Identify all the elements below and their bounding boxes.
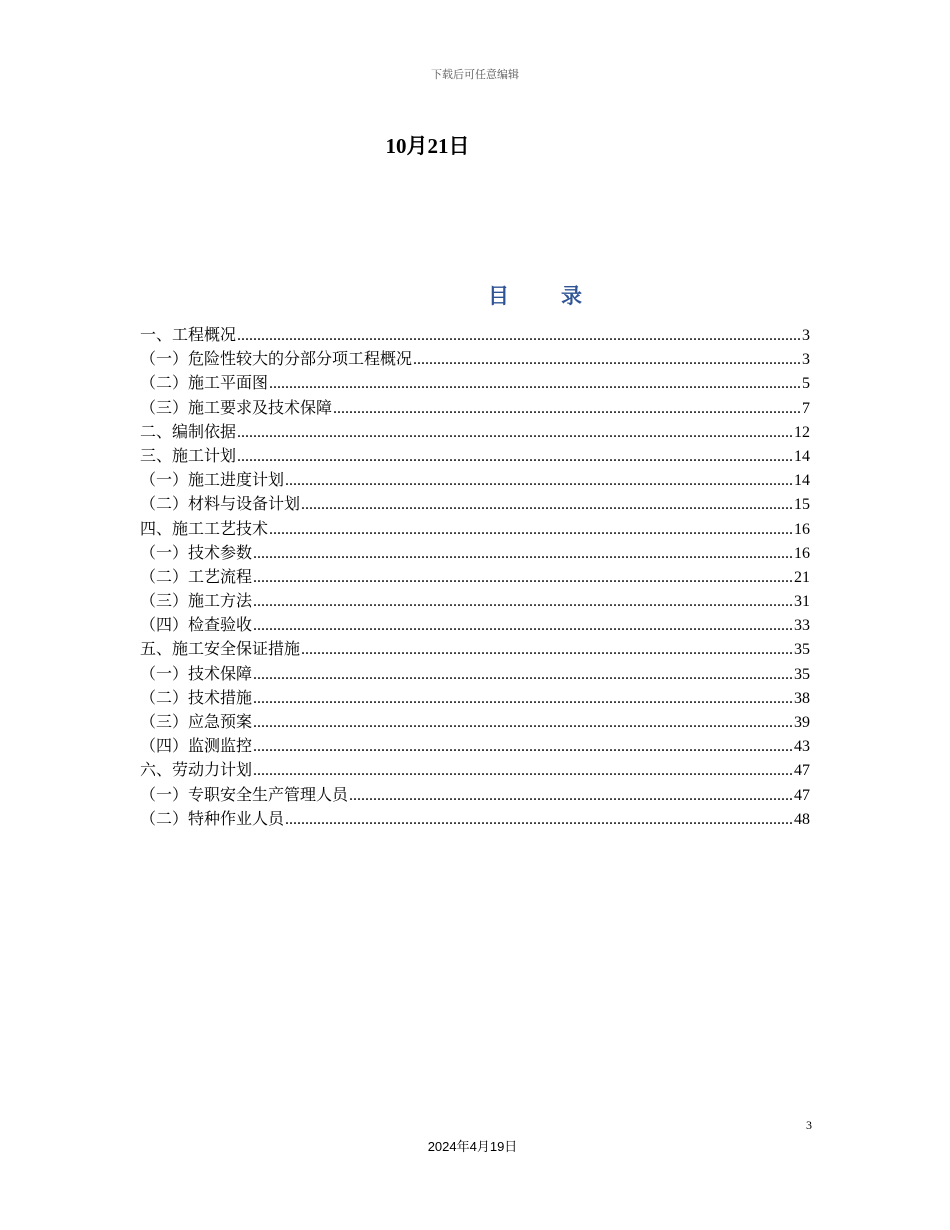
toc-entry-page: 16 — [794, 544, 810, 562]
header-note: 下载后可任意编辑 — [431, 69, 519, 81]
toc-entry-label: （二）工艺流程 — [140, 568, 253, 586]
toc-entry-label: 四、施工工艺技术 — [140, 520, 269, 538]
toc-entry[interactable] — [140, 687, 810, 711]
toc-entry-leader — [237, 324, 801, 348]
toc-entry-page: 21 — [794, 568, 810, 586]
toc-entry-label: （三）施工要求及技术保障 — [140, 399, 333, 417]
toc-entry-page: 16 — [794, 520, 810, 538]
toc-entry-label: （二）施工平面图 — [140, 375, 269, 393]
toc-entry[interactable] — [140, 784, 810, 808]
toc-entry-page: 33 — [794, 617, 810, 635]
toc-entry[interactable] — [140, 324, 810, 348]
toc-entry-leader — [253, 566, 793, 590]
toc-entry-page: 47 — [794, 786, 810, 804]
toc-entry-label: （一）技术保障 — [140, 665, 253, 683]
toc-entry[interactable] — [140, 590, 810, 614]
toc-entry[interactable] — [140, 469, 810, 493]
toc-entry[interactable] — [140, 638, 810, 662]
toc-entry-page: 31 — [794, 593, 810, 611]
toc-entry-label: 三、施工计划 — [140, 447, 237, 465]
toc-entry-leader — [269, 372, 801, 396]
toc-entry-page: 5 — [802, 375, 810, 393]
toc-entry-label: （四）监测监控 — [140, 738, 253, 756]
toc-entry[interactable] — [140, 542, 810, 566]
toc-entry-label: （二）材料与设备计划 — [140, 496, 301, 514]
toc-entry-leader — [333, 397, 801, 421]
toc-entry[interactable] — [140, 711, 810, 735]
toc-title — [488, 280, 584, 310]
toc-entry-label: （一）施工进度计划 — [140, 472, 285, 490]
toc-entry[interactable] — [140, 735, 810, 759]
toc-entry-leader — [253, 687, 793, 711]
toc-entry-page: 15 — [794, 496, 810, 514]
toc-entry[interactable] — [140, 566, 810, 590]
toc-entry[interactable] — [140, 372, 810, 396]
toc-entry-label: 一、工程概况 — [140, 327, 237, 344]
toc-entry-page: 35 — [794, 641, 810, 659]
toc-entry-label: （一）专职安全生产管理人员 — [140, 786, 349, 804]
toc-entry-leader — [253, 711, 793, 735]
toc-entry-leader — [237, 421, 793, 445]
toc-entry[interactable] — [140, 663, 810, 687]
toc-entry[interactable] — [140, 518, 810, 542]
toc-entry-leader — [301, 493, 793, 517]
footer-date: 2024年4月19日 — [427, 1139, 518, 1154]
toc-entry-label: （二）特种作业人员 — [140, 810, 285, 828]
toc-entry[interactable] — [140, 614, 810, 638]
toc-entry-leader — [253, 614, 793, 638]
toc-entry-leader — [253, 735, 793, 759]
toc-entry-page: 3 — [802, 327, 810, 344]
toc-entry-leader — [301, 638, 793, 662]
toc-entry-leader — [285, 469, 793, 493]
toc-entry-page: 39 — [794, 714, 810, 731]
toc-entry-label: （三）施工方法 — [140, 593, 253, 611]
toc-entry[interactable] — [140, 759, 810, 783]
toc-entry[interactable] — [140, 397, 810, 421]
toc-entry-page: 12 — [794, 423, 810, 441]
toc-entry-leader — [253, 663, 793, 687]
toc-entry-page: 3 — [802, 351, 810, 369]
toc-entry-label: （二）技术措施 — [140, 689, 253, 707]
toc-entry-page: 14 — [794, 447, 810, 465]
toc-entry-label: （三）应急预案 — [140, 714, 253, 731]
toc-entry-page: 14 — [794, 472, 810, 490]
toc-entry-page: 38 — [794, 689, 810, 707]
toc-entry-label: （四）检查验收 — [140, 617, 253, 635]
toc-entry-label: （一）危险性较大的分部分项工程概况 — [140, 351, 413, 369]
toc-title-left: 目 — [488, 284, 511, 308]
toc-entry-page: 43 — [794, 738, 810, 756]
date-heading: 10月21日 — [385, 134, 470, 158]
toc-entry-leader — [237, 445, 793, 469]
toc-entry-page: 48 — [794, 810, 810, 828]
toc-entry-leader — [253, 590, 793, 614]
toc-entry-page: 35 — [794, 665, 810, 683]
toc-entry[interactable] — [140, 445, 810, 469]
toc-entry-leader — [413, 348, 801, 372]
toc-entry-label: 五、施工安全保证措施 — [140, 641, 301, 659]
toc-entry[interactable] — [140, 421, 810, 445]
toc-list — [140, 324, 810, 832]
toc-entry-label: （一）技术参数 — [140, 544, 253, 562]
toc-entry-page: 47 — [794, 762, 810, 780]
toc-entry-leader — [285, 808, 793, 832]
toc-entry[interactable] — [140, 808, 810, 832]
toc-entry-label: 二、编制依据 — [140, 423, 237, 441]
toc-entry-leader — [269, 518, 793, 542]
toc-entry-leader — [349, 784, 793, 808]
toc-entry-page: 7 — [802, 399, 810, 417]
toc-entry-leader — [253, 542, 793, 566]
page-number: 3 — [806, 1118, 812, 1132]
toc-entry[interactable] — [140, 493, 810, 517]
toc-entry[interactable] — [140, 348, 810, 372]
toc-title-right: 录 — [561, 284, 584, 308]
toc-entry-label: 六、劳动力计划 — [140, 762, 253, 780]
toc-entry-leader — [253, 759, 793, 783]
